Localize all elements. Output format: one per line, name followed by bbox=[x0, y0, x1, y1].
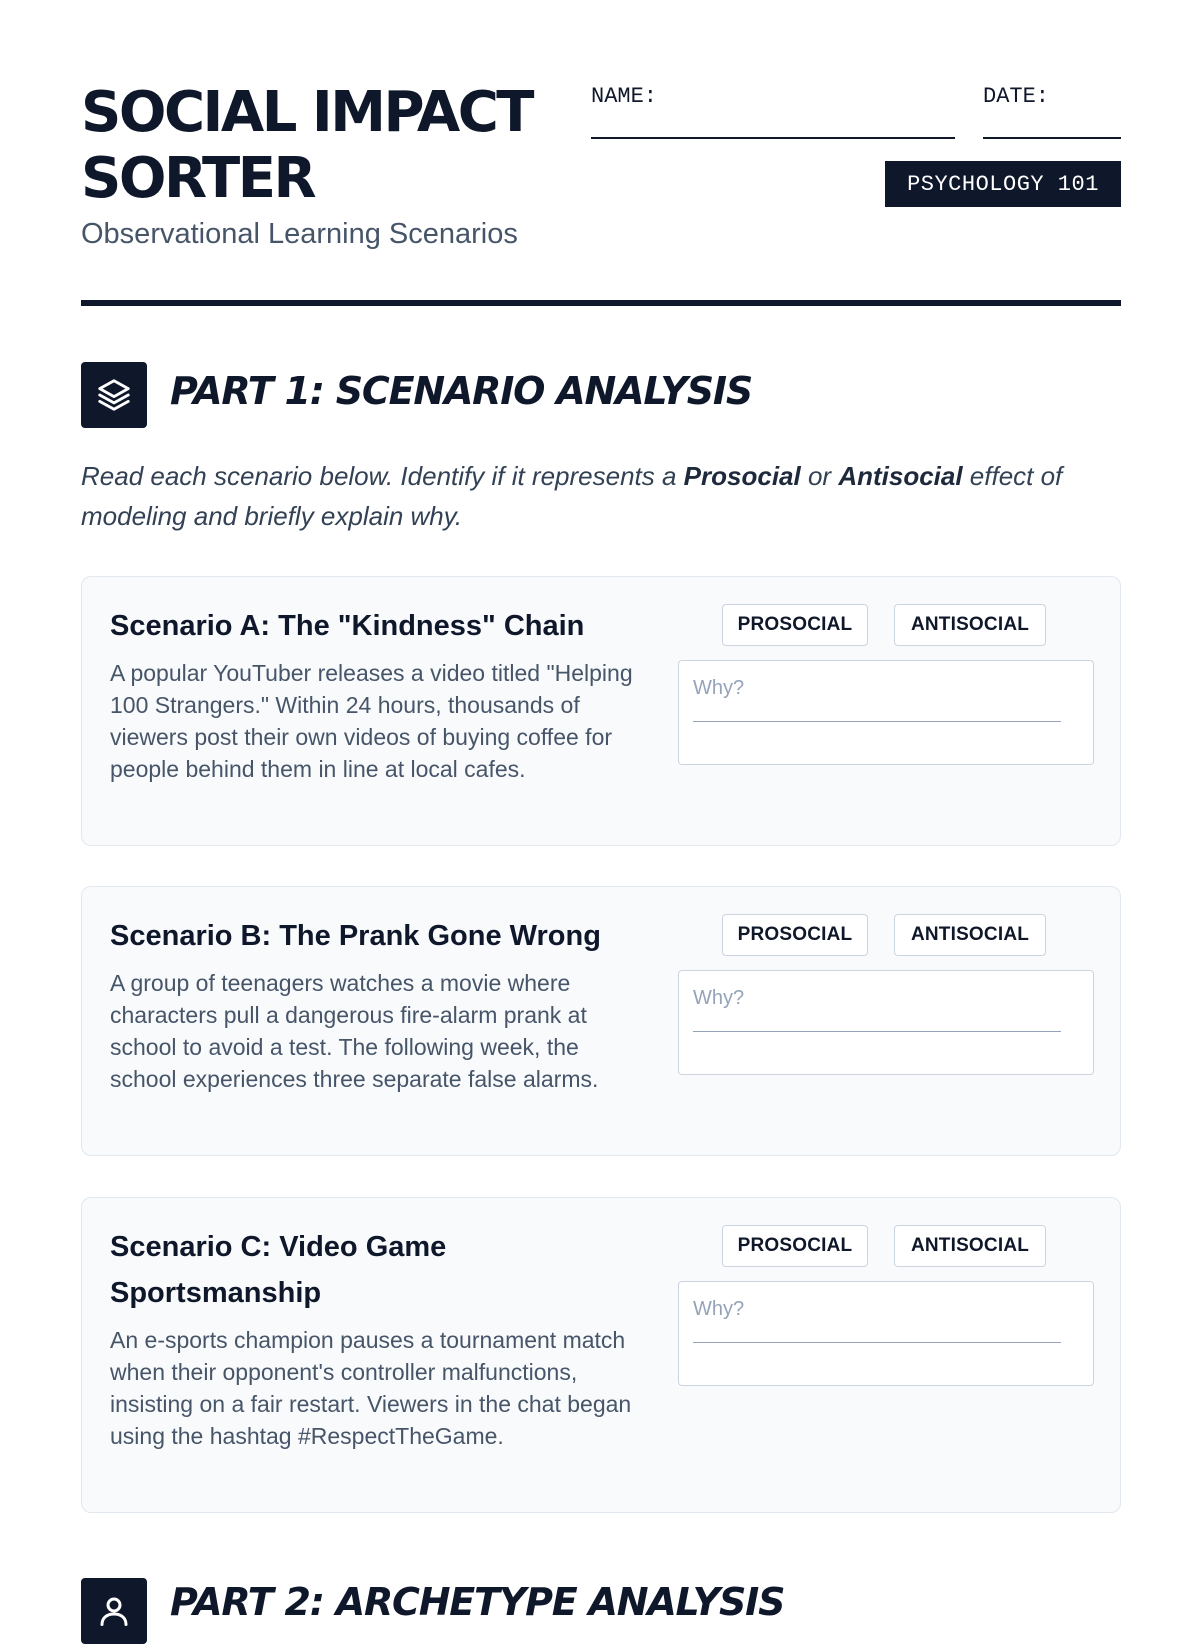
layers-icon bbox=[81, 362, 147, 428]
name-field[interactable] bbox=[591, 137, 955, 139]
scenario-description: A popular YouTuber releases a video titled "Helping 100 Strangers." Within 24 hours, thousands of viewers post their own videos of buying coffee for people behind them in line at local cafes. bbox=[110, 660, 633, 782]
scenario-title: Scenario B: The Prank Gone Wrong bbox=[110, 920, 601, 952]
why-placeholder: Why? bbox=[693, 677, 745, 699]
why-input[interactable] bbox=[678, 660, 1094, 765]
worksheet-page bbox=[81, 0, 1121, 1624]
why-answer-line bbox=[693, 1342, 1061, 1343]
page-subtitle: Observational Learning Scenarios bbox=[81, 218, 518, 250]
why-input[interactable] bbox=[678, 970, 1094, 1075]
why-answer-line bbox=[693, 721, 1061, 722]
date-label: DATE: bbox=[983, 84, 1050, 109]
prosocial-option[interactable]: PROSOCIAL bbox=[722, 1225, 868, 1267]
scenario-title: Scenario C: Video Game Sportsmanship bbox=[110, 1231, 447, 1309]
date-field[interactable] bbox=[983, 137, 1121, 139]
scenario-card-c bbox=[81, 1197, 1121, 1513]
scenario-description: A group of teenagers watches a movie where characters pull a dangerous fire-alarm prank at school to avoid a test. The following week, the school experiences three separate false alarms. bbox=[110, 970, 599, 1092]
antisocial-option[interactable]: ANTISOCIAL bbox=[894, 914, 1046, 956]
antisocial-option[interactable]: ANTISOCIAL bbox=[894, 604, 1046, 646]
scenario-description: An e-sports champion pauses a tournament match when their opponent's controller malfunctions, insisting on a fair restart. Viewers in the chat began using the hashtag #RespectTheGame. bbox=[110, 1327, 632, 1449]
part-2-title: PART 2: ARCHETYPE ANALYSIS bbox=[170, 1580, 785, 1624]
why-placeholder: Why? bbox=[693, 1298, 745, 1320]
part-1-instructions bbox=[81, 456, 1121, 536]
person-icon bbox=[81, 1578, 147, 1644]
course-badge: PSYCHOLOGY 101 bbox=[885, 161, 1121, 207]
scenario-card-a bbox=[81, 576, 1121, 846]
scenario-title: Scenario A: The "Kindness" Chain bbox=[110, 610, 585, 642]
title-line-1: SOCIAL IMPACT bbox=[81, 80, 532, 145]
name-label: NAME: bbox=[591, 84, 658, 109]
part-1-title: PART 1: SCENARIO ANALYSIS bbox=[170, 369, 753, 413]
prosocial-option[interactable]: PROSOCIAL bbox=[722, 914, 868, 956]
title-line-2: SORTER bbox=[81, 146, 315, 211]
instructions-text: effect of modeling and briefly explain why. bbox=[81, 461, 1063, 531]
header-divider bbox=[81, 300, 1121, 306]
instructions-text: or bbox=[800, 461, 839, 491]
page-title bbox=[81, 80, 532, 212]
prosocial-option[interactable]: PROSOCIAL bbox=[722, 604, 868, 646]
antisocial-option[interactable]: ANTISOCIAL bbox=[894, 1225, 1046, 1267]
prosocial-term: Prosocial bbox=[683, 461, 801, 491]
scenario-card-b bbox=[81, 886, 1121, 1156]
why-input[interactable] bbox=[678, 1281, 1094, 1386]
why-placeholder: Why? bbox=[693, 987, 745, 1009]
why-answer-line bbox=[693, 1031, 1061, 1032]
antisocial-term: Antisocial bbox=[838, 461, 963, 491]
instructions-text: Read each scenario below. Identify if it represents a bbox=[81, 461, 684, 491]
